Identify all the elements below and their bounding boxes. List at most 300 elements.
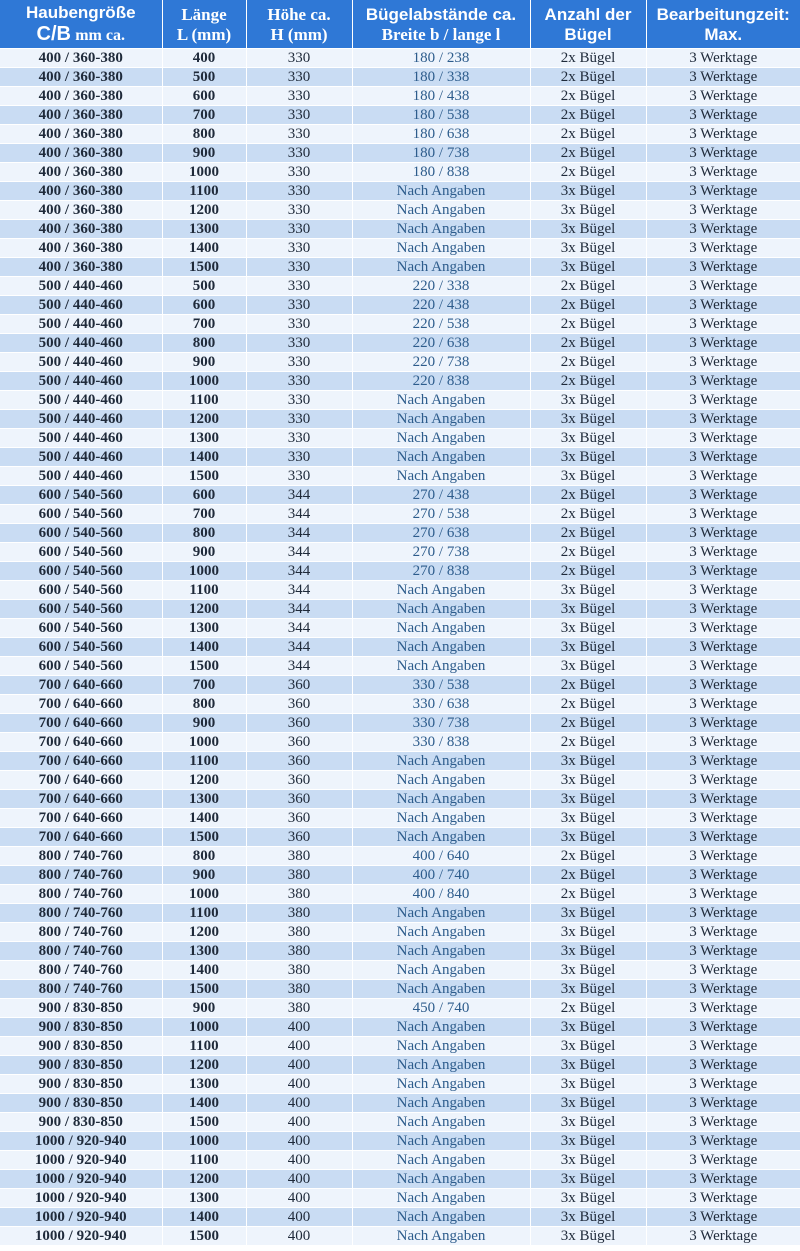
bracket-spacing-cell: 180 / 738 — [352, 144, 530, 163]
bracket-count-cell: 3x Bügel — [530, 239, 646, 258]
table-row — [0, 220, 800, 239]
bracket-spacing-cell: Nach Angaben — [352, 923, 530, 942]
height-cell: 360 — [246, 695, 352, 714]
bracket-spacing-cell: Nach Angaben — [352, 182, 530, 201]
bracket-count-cell: 2x Bügel — [530, 334, 646, 353]
bracket-count-cell: 2x Bügel — [530, 543, 646, 562]
bracket-spacing-cell: Nach Angaben — [352, 239, 530, 258]
table-row — [0, 68, 800, 87]
table-row — [0, 695, 800, 714]
processing-time-cell: 3 Werktage — [646, 1037, 800, 1056]
table-row — [0, 847, 800, 866]
table-row — [0, 657, 800, 676]
table-header — [0, 0, 800, 49]
bracket-spacing-cell: Nach Angaben — [352, 1018, 530, 1037]
height-cell: 380 — [246, 999, 352, 1018]
bracket-count-cell: 3x Bügel — [530, 391, 646, 410]
height-cell: 344 — [246, 581, 352, 600]
length-cell: 1500 — [162, 1227, 246, 1246]
processing-time-cell: 3 Werktage — [646, 391, 800, 410]
hood-size-cell: 600 / 540-560 — [0, 562, 162, 581]
length-cell: 900 — [162, 866, 246, 885]
header-hood-size-unit: mm ca. — [75, 27, 125, 44]
hood-size-cell: 700 / 640-660 — [0, 714, 162, 733]
bracket-spacing-cell: Nach Angaben — [352, 1094, 530, 1113]
hood-size-cell: 900 / 830-850 — [0, 1037, 162, 1056]
bracket-count-cell: 2x Bügel — [530, 999, 646, 1018]
hood-size-cell: 400 / 360-380 — [0, 201, 162, 220]
table-row — [0, 144, 800, 163]
length-cell: 1500 — [162, 980, 246, 999]
bracket-spacing-cell: Nach Angaben — [352, 904, 530, 923]
bracket-spacing-cell: Nach Angaben — [352, 467, 530, 486]
length-cell: 1300 — [162, 619, 246, 638]
header-processing-time — [646, 0, 800, 49]
header-hood-size — [0, 0, 162, 49]
height-cell: 380 — [246, 942, 352, 961]
processing-time-cell: 3 Werktage — [646, 467, 800, 486]
height-cell: 400 — [246, 1208, 352, 1227]
header-height-line1: Höhe ca. — [267, 4, 331, 24]
height-cell: 360 — [246, 676, 352, 695]
bracket-spacing-cell: Nach Angaben — [352, 1132, 530, 1151]
bracket-count-cell: 3x Bügel — [530, 1037, 646, 1056]
processing-time-cell: 3 Werktage — [646, 885, 800, 904]
table-row — [0, 334, 800, 353]
bracket-spacing-cell: Nach Angaben — [352, 220, 530, 239]
table-row — [0, 828, 800, 847]
length-cell: 1000 — [162, 733, 246, 752]
hood-size-cell: 600 / 540-560 — [0, 600, 162, 619]
processing-time-cell: 3 Werktage — [646, 372, 800, 391]
header-height-line2: H (mm) — [270, 24, 328, 44]
height-cell: 344 — [246, 600, 352, 619]
height-cell: 344 — [246, 657, 352, 676]
header-bracket-count-line2: Bügel — [564, 24, 612, 44]
length-cell: 1200 — [162, 410, 246, 429]
length-cell: 700 — [162, 505, 246, 524]
hood-size-cell: 1000 / 920-940 — [0, 1132, 162, 1151]
bracket-spacing-cell: Nach Angaben — [352, 657, 530, 676]
length-cell: 800 — [162, 695, 246, 714]
hood-size-cell: 800 / 740-760 — [0, 885, 162, 904]
bracket-spacing-cell: Nach Angaben — [352, 429, 530, 448]
table-row — [0, 163, 800, 182]
processing-time-cell: 3 Werktage — [646, 448, 800, 467]
bracket-count-cell: 2x Bügel — [530, 847, 646, 866]
bracket-spacing-cell: 270 / 838 — [352, 562, 530, 581]
length-cell: 1100 — [162, 182, 246, 201]
length-cell: 800 — [162, 334, 246, 353]
height-cell: 380 — [246, 885, 352, 904]
hood-size-cell: 800 / 740-760 — [0, 923, 162, 942]
height-cell: 330 — [246, 49, 352, 68]
bracket-count-cell: 2x Bügel — [530, 562, 646, 581]
bracket-count-cell: 3x Bügel — [530, 1151, 646, 1170]
bracket-count-cell: 2x Bügel — [530, 106, 646, 125]
processing-time-cell: 3 Werktage — [646, 904, 800, 923]
processing-time-cell: 3 Werktage — [646, 581, 800, 600]
length-cell: 1100 — [162, 581, 246, 600]
header-bracket-count — [530, 0, 646, 49]
hood-size-cell: 1000 / 920-940 — [0, 1151, 162, 1170]
hood-size-cell: 500 / 440-460 — [0, 277, 162, 296]
bracket-spacing-cell: Nach Angaben — [352, 1056, 530, 1075]
processing-time-cell: 3 Werktage — [646, 923, 800, 942]
bracket-count-cell: 3x Bügel — [530, 1075, 646, 1094]
table-row — [0, 1189, 800, 1208]
height-cell: 330 — [246, 353, 352, 372]
header-hood-size-cb: C/B — [36, 23, 71, 45]
bracket-count-cell: 3x Bügel — [530, 600, 646, 619]
bracket-count-cell: 2x Bügel — [530, 315, 646, 334]
length-cell: 1100 — [162, 1151, 246, 1170]
processing-time-cell: 3 Werktage — [646, 1094, 800, 1113]
table-row — [0, 1151, 800, 1170]
table-row — [0, 87, 800, 106]
length-cell: 1500 — [162, 828, 246, 847]
header-row — [0, 0, 800, 49]
hood-size-cell: 600 / 540-560 — [0, 486, 162, 505]
length-cell: 1400 — [162, 961, 246, 980]
bracket-count-cell: 2x Bügel — [530, 866, 646, 885]
bracket-count-cell: 3x Bügel — [530, 1189, 646, 1208]
bracket-spacing-cell: Nach Angaben — [352, 1170, 530, 1189]
processing-time-cell: 3 Werktage — [646, 1208, 800, 1227]
bracket-spacing-cell: Nach Angaben — [352, 942, 530, 961]
height-cell: 330 — [246, 87, 352, 106]
height-cell: 330 — [246, 220, 352, 239]
bracket-spacing-cell: 330 / 738 — [352, 714, 530, 733]
hood-size-cell: 800 / 740-760 — [0, 847, 162, 866]
bracket-spacing-cell: 270 / 638 — [352, 524, 530, 543]
hood-size-cell: 600 / 540-560 — [0, 543, 162, 562]
table-row — [0, 372, 800, 391]
header-bracket-count-line1: Anzahl der — [544, 4, 632, 24]
height-cell: 360 — [246, 790, 352, 809]
table-row — [0, 182, 800, 201]
processing-time-cell: 3 Werktage — [646, 239, 800, 258]
length-cell: 800 — [162, 524, 246, 543]
bracket-count-cell: 3x Bügel — [530, 961, 646, 980]
table-row — [0, 1113, 800, 1132]
height-cell: 330 — [246, 239, 352, 258]
table-row — [0, 885, 800, 904]
length-cell: 700 — [162, 676, 246, 695]
bracket-spacing-cell: Nach Angaben — [352, 1113, 530, 1132]
height-cell: 360 — [246, 809, 352, 828]
hood-size-cell: 400 / 360-380 — [0, 239, 162, 258]
bracket-count-cell: 2x Bügel — [530, 676, 646, 695]
processing-time-cell: 3 Werktage — [646, 125, 800, 144]
bracket-count-cell: 3x Bügel — [530, 410, 646, 429]
table-row — [0, 619, 800, 638]
hood-size-cell: 600 / 540-560 — [0, 657, 162, 676]
table-row — [0, 923, 800, 942]
hood-size-cell: 800 / 740-760 — [0, 942, 162, 961]
table-row — [0, 1227, 800, 1246]
bracket-count-cell: 2x Bügel — [530, 163, 646, 182]
processing-time-cell: 3 Werktage — [646, 942, 800, 961]
height-cell: 330 — [246, 296, 352, 315]
length-cell: 1200 — [162, 201, 246, 220]
bracket-count-cell: 3x Bügel — [530, 1056, 646, 1075]
bracket-spacing-cell: Nach Angaben — [352, 391, 530, 410]
table-row — [0, 771, 800, 790]
hood-size-cell: 800 / 740-760 — [0, 980, 162, 999]
bracket-count-cell: 2x Bügel — [530, 87, 646, 106]
bracket-spacing-cell: Nach Angaben — [352, 1151, 530, 1170]
table-body — [0, 49, 800, 1246]
table-row — [0, 277, 800, 296]
processing-time-cell: 3 Werktage — [646, 809, 800, 828]
height-cell: 330 — [246, 106, 352, 125]
bracket-count-cell: 3x Bügel — [530, 752, 646, 771]
bracket-count-cell: 3x Bügel — [530, 258, 646, 277]
height-cell: 330 — [246, 68, 352, 87]
length-cell: 1300 — [162, 429, 246, 448]
height-cell: 360 — [246, 733, 352, 752]
bracket-spacing-cell: 180 / 338 — [352, 68, 530, 87]
processing-time-cell: 3 Werktage — [646, 828, 800, 847]
length-cell: 900 — [162, 714, 246, 733]
hood-size-cell: 900 / 830-850 — [0, 1094, 162, 1113]
bracket-count-cell: 3x Bügel — [530, 429, 646, 448]
bracket-spacing-cell: 330 / 538 — [352, 676, 530, 695]
bracket-count-cell: 3x Bügel — [530, 1132, 646, 1151]
processing-time-cell: 3 Werktage — [646, 87, 800, 106]
processing-time-cell: 3 Werktage — [646, 258, 800, 277]
length-cell: 400 — [162, 49, 246, 68]
processing-time-cell: 3 Werktage — [646, 201, 800, 220]
length-cell: 1300 — [162, 1189, 246, 1208]
hood-size-cell: 400 / 360-380 — [0, 49, 162, 68]
height-cell: 360 — [246, 752, 352, 771]
height-cell: 330 — [246, 334, 352, 353]
hood-size-cell: 400 / 360-380 — [0, 144, 162, 163]
bracket-spacing-cell: 400 / 840 — [352, 885, 530, 904]
processing-time-cell: 3 Werktage — [646, 600, 800, 619]
length-cell: 1400 — [162, 239, 246, 258]
header-length-line1: Länge — [181, 4, 227, 24]
height-cell: 330 — [246, 125, 352, 144]
bracket-spacing-cell: Nach Angaben — [352, 201, 530, 220]
length-cell: 1400 — [162, 638, 246, 657]
height-cell: 400 — [246, 1170, 352, 1189]
hood-size-cell: 400 / 360-380 — [0, 258, 162, 277]
length-cell: 900 — [162, 543, 246, 562]
bracket-spacing-cell: Nach Angaben — [352, 410, 530, 429]
height-cell: 380 — [246, 847, 352, 866]
bracket-count-cell: 3x Bügel — [530, 790, 646, 809]
table-row — [0, 1018, 800, 1037]
length-cell: 1300 — [162, 790, 246, 809]
height-cell: 400 — [246, 1113, 352, 1132]
bracket-count-cell: 2x Bügel — [530, 733, 646, 752]
height-cell: 330 — [246, 144, 352, 163]
bracket-spacing-cell: Nach Angaben — [352, 771, 530, 790]
height-cell: 330 — [246, 277, 352, 296]
table-row — [0, 999, 800, 1018]
bracket-count-cell: 3x Bügel — [530, 1018, 646, 1037]
header-height — [246, 0, 352, 49]
bracket-count-cell: 2x Bügel — [530, 125, 646, 144]
length-cell: 1500 — [162, 657, 246, 676]
table-row — [0, 733, 800, 752]
length-cell: 700 — [162, 106, 246, 125]
processing-time-cell: 3 Werktage — [646, 790, 800, 809]
hood-size-cell: 500 / 440-460 — [0, 296, 162, 315]
length-cell: 900 — [162, 999, 246, 1018]
length-cell: 1500 — [162, 1113, 246, 1132]
processing-time-cell: 3 Werktage — [646, 1132, 800, 1151]
height-cell: 330 — [246, 163, 352, 182]
length-cell: 600 — [162, 486, 246, 505]
height-cell: 400 — [246, 1132, 352, 1151]
header-processing-time-line2: Max. — [704, 24, 743, 44]
hood-size-cell: 700 / 640-660 — [0, 752, 162, 771]
table-row — [0, 904, 800, 923]
processing-time-cell: 3 Werktage — [646, 866, 800, 885]
table-row — [0, 1037, 800, 1056]
table-row — [0, 1094, 800, 1113]
length-cell: 1300 — [162, 1075, 246, 1094]
processing-time-cell: 3 Werktage — [646, 182, 800, 201]
bracket-spacing-cell: 270 / 438 — [352, 486, 530, 505]
table-row — [0, 448, 800, 467]
processing-time-cell: 3 Werktage — [646, 562, 800, 581]
hood-size-cell: 900 / 830-850 — [0, 999, 162, 1018]
processing-time-cell: 3 Werktage — [646, 429, 800, 448]
processing-time-cell: 3 Werktage — [646, 980, 800, 999]
bracket-spacing-cell: 330 / 838 — [352, 733, 530, 752]
hood-size-cell: 400 / 360-380 — [0, 220, 162, 239]
height-cell: 344 — [246, 486, 352, 505]
hood-size-cell: 1000 / 920-940 — [0, 1189, 162, 1208]
hood-size-cell: 600 / 540-560 — [0, 581, 162, 600]
bracket-spacing-cell: Nach Angaben — [352, 1189, 530, 1208]
table-row — [0, 201, 800, 220]
bracket-spacing-cell: 220 / 338 — [352, 277, 530, 296]
height-cell: 400 — [246, 1094, 352, 1113]
processing-time-cell: 3 Werktage — [646, 1075, 800, 1094]
bracket-count-cell: 3x Bügel — [530, 904, 646, 923]
processing-time-cell: 3 Werktage — [646, 733, 800, 752]
table-row — [0, 600, 800, 619]
length-cell: 1100 — [162, 904, 246, 923]
hood-size-cell: 900 / 830-850 — [0, 1113, 162, 1132]
bracket-count-cell: 2x Bügel — [530, 49, 646, 68]
processing-time-cell: 3 Werktage — [646, 106, 800, 125]
bracket-spacing-cell: 450 / 740 — [352, 999, 530, 1018]
table-row — [0, 296, 800, 315]
bracket-count-cell: 2x Bügel — [530, 524, 646, 543]
table-row — [0, 543, 800, 562]
hood-size-cell: 400 / 360-380 — [0, 182, 162, 201]
hood-size-cell: 600 / 540-560 — [0, 638, 162, 657]
height-cell: 330 — [246, 429, 352, 448]
height-cell: 344 — [246, 562, 352, 581]
bracket-spacing-cell: Nach Angaben — [352, 752, 530, 771]
bracket-spacing-cell: Nach Angaben — [352, 1075, 530, 1094]
hood-size-cell: 800 / 740-760 — [0, 961, 162, 980]
height-cell: 330 — [246, 372, 352, 391]
length-cell: 1000 — [162, 163, 246, 182]
processing-time-cell: 3 Werktage — [646, 657, 800, 676]
bracket-spacing-cell: Nach Angaben — [352, 790, 530, 809]
height-cell: 344 — [246, 524, 352, 543]
length-cell: 1400 — [162, 448, 246, 467]
processing-time-cell: 3 Werktage — [646, 49, 800, 68]
processing-time-cell: 3 Werktage — [646, 638, 800, 657]
processing-time-cell: 3 Werktage — [646, 315, 800, 334]
bracket-spacing-cell: 400 / 640 — [352, 847, 530, 866]
processing-time-cell: 3 Werktage — [646, 144, 800, 163]
table-row — [0, 505, 800, 524]
hood-size-cell: 500 / 440-460 — [0, 429, 162, 448]
height-cell: 400 — [246, 1075, 352, 1094]
header-bracket-spacing — [352, 0, 530, 49]
bracket-spacing-cell: Nach Angaben — [352, 581, 530, 600]
hood-size-cell: 700 / 640-660 — [0, 809, 162, 828]
height-cell: 380 — [246, 961, 352, 980]
table-row — [0, 106, 800, 125]
bracket-count-cell: 2x Bügel — [530, 277, 646, 296]
processing-time-cell: 3 Werktage — [646, 334, 800, 353]
length-cell: 1100 — [162, 391, 246, 410]
height-cell: 400 — [246, 1189, 352, 1208]
bracket-count-cell: 3x Bügel — [530, 980, 646, 999]
length-cell: 1500 — [162, 467, 246, 486]
processing-time-cell: 3 Werktage — [646, 961, 800, 980]
hood-size-cell: 600 / 540-560 — [0, 524, 162, 543]
bracket-count-cell: 2x Bügel — [530, 144, 646, 163]
table-row — [0, 961, 800, 980]
bracket-spacing-cell: Nach Angaben — [352, 1227, 530, 1246]
processing-time-cell: 3 Werktage — [646, 1018, 800, 1037]
processing-time-cell: 3 Werktage — [646, 68, 800, 87]
height-cell: 330 — [246, 182, 352, 201]
hood-size-cell: 500 / 440-460 — [0, 391, 162, 410]
length-cell: 900 — [162, 144, 246, 163]
length-cell: 700 — [162, 315, 246, 334]
bracket-spacing-cell: 180 / 638 — [352, 125, 530, 144]
length-cell: 1300 — [162, 220, 246, 239]
bracket-count-cell: 2x Bügel — [530, 68, 646, 87]
table-row — [0, 429, 800, 448]
height-cell: 330 — [246, 391, 352, 410]
processing-time-cell: 3 Werktage — [646, 524, 800, 543]
hood-size-cell: 400 / 360-380 — [0, 87, 162, 106]
height-cell: 330 — [246, 467, 352, 486]
hood-size-cell: 700 / 640-660 — [0, 695, 162, 714]
header-bracket-spacing-line1: Bügelabstände ca. — [365, 4, 517, 24]
bracket-spacing-cell: Nach Angaben — [352, 258, 530, 277]
processing-time-cell: 3 Werktage — [646, 1113, 800, 1132]
hood-size-cell: 400 / 360-380 — [0, 125, 162, 144]
height-cell: 344 — [246, 543, 352, 562]
length-cell: 500 — [162, 277, 246, 296]
hood-size-cell: 800 / 740-760 — [0, 866, 162, 885]
hood-size-cell: 1000 / 920-940 — [0, 1170, 162, 1189]
table-row — [0, 1075, 800, 1094]
bracket-count-cell: 3x Bügel — [530, 467, 646, 486]
hood-size-cell: 700 / 640-660 — [0, 733, 162, 752]
height-cell: 360 — [246, 771, 352, 790]
table-row — [0, 1170, 800, 1189]
table-row — [0, 809, 800, 828]
table-row — [0, 391, 800, 410]
